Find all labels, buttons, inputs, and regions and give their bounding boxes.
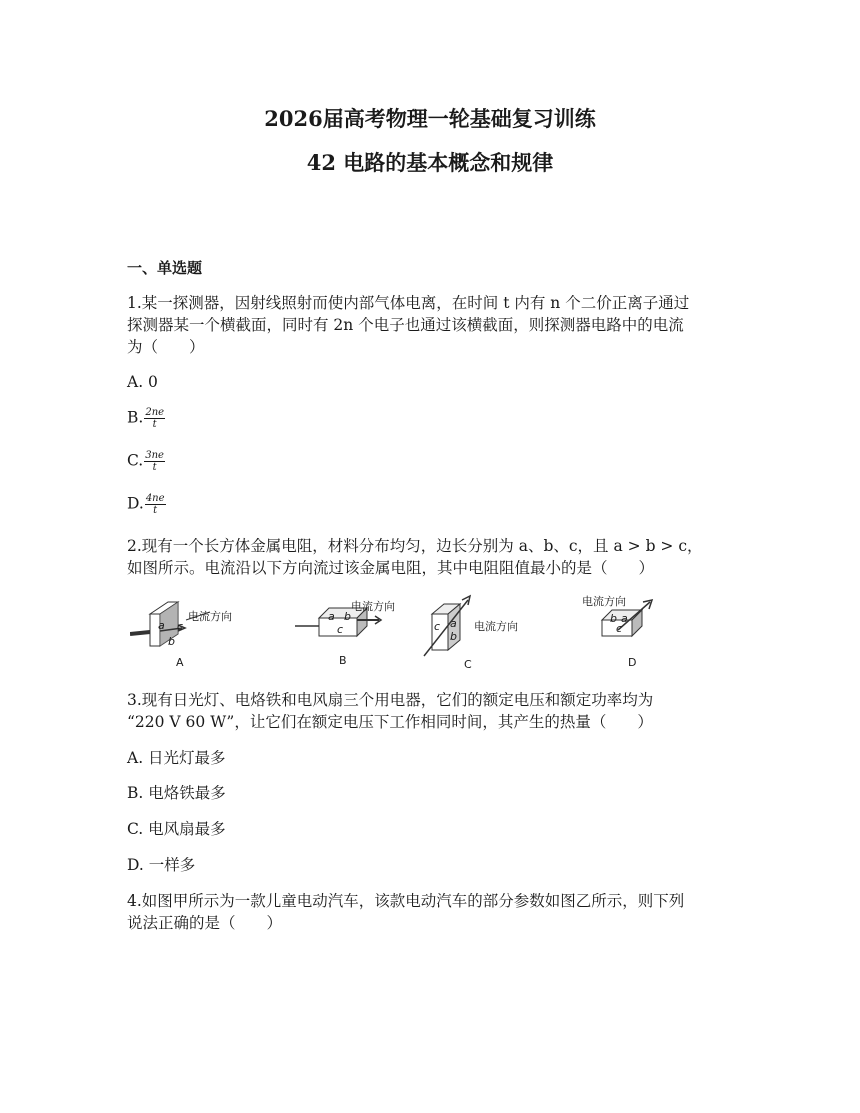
option-b-label: B. — [127, 408, 144, 427]
question-3-line-2: “220 V 60 W”，让它们在额定电压下工作相同时间，其产生的热量（ ） — [127, 713, 653, 731]
document-title: 2026届高考物理一轮基础复习训练 — [264, 106, 596, 131]
option-b-fraction — [144, 407, 165, 430]
question-4-stem — [127, 890, 733, 934]
fraction-denominator: t — [152, 419, 157, 430]
figure-option-d: b a c 电流方向 D — [580, 590, 680, 672]
question-1-option-d — [127, 493, 166, 516]
question-3-option-c: C. 电风扇最多 — [127, 820, 226, 838]
figure-label-a: A — [176, 656, 184, 669]
question-1-option-b — [127, 407, 165, 430]
fraction-denominator: t — [152, 462, 157, 473]
question-1-stem — [127, 292, 733, 358]
option-c-label: C. — [127, 451, 144, 470]
document-subtitle: 42 电路的基本概念和规律 — [306, 150, 554, 175]
question-1-line-2: 探测器某一个横截面，同时有 2n 个电子也通过该横截面，则探测器电路中的电流 — [127, 316, 684, 334]
current-direction-label: 电流方向 — [188, 610, 232, 623]
section-heading: 一、单选题 — [127, 259, 203, 277]
figure-option-a: a b c 电流方向 A — [130, 590, 250, 672]
question-4-line-1: 4.如图甲所示为一款儿童电动汽车，该款电动汽车的部分参数如图乙所示，则下列 — [127, 892, 685, 910]
question-3-stem — [127, 689, 733, 733]
question-2-figure — [130, 590, 670, 672]
option-d-fraction — [145, 493, 166, 516]
question-2-line-2: 如图所示。电流沿以下方向流过该金属电阻，其中电阻阻值最小的是（ ） — [127, 559, 655, 577]
question-2-stem — [127, 535, 733, 579]
figure-option-c: c a b 电流方向 C — [420, 590, 540, 672]
question-1-line-1: 1.某一探测器，因射线照射而使内部气体电离，在时间 t 内有 n 个二价正离子通过 — [127, 294, 690, 312]
current-direction-label: 电流方向 — [351, 600, 395, 613]
question-2-line-1: 2.现有一个长方体金属电阻，材料分布均匀，边长分别为 a、b、c，且 a > b > c， — [127, 537, 703, 555]
question-1-option-c — [127, 450, 165, 473]
figure-label-d: D — [628, 656, 637, 669]
fraction-numerator: 3ne — [145, 450, 164, 461]
figure-label-c: C — [464, 658, 472, 671]
option-c-fraction — [144, 450, 165, 473]
question-4-line-2: 说法正确的是（ ） — [127, 914, 283, 932]
question-3-option-d: D. 一样多 — [127, 856, 196, 874]
question-3-line-1: 3.现有日光灯、电烙铁和电风扇三个用电器，它们的额定电压和额定功率均为 — [127, 691, 654, 709]
current-direction-label: 电流方向 — [582, 595, 626, 608]
fraction-denominator: t — [153, 505, 158, 516]
question-1-option-a: A. 0 — [127, 373, 158, 391]
question-3-option-a: A. 日光灯最多 — [127, 749, 226, 767]
option-d-label: D. — [127, 494, 144, 513]
question-1-line-3: 为（ ） — [127, 338, 205, 356]
question-3-option-b: B. 电烙铁最多 — [127, 784, 226, 802]
figure-label-b: B — [339, 654, 347, 667]
current-direction-label: 电流方向 — [474, 620, 518, 633]
fraction-numerator: 2ne — [145, 407, 165, 418]
figure-option-b: a b c 电流方向 B — [295, 590, 415, 672]
fraction-numerator: 4ne — [145, 493, 165, 504]
